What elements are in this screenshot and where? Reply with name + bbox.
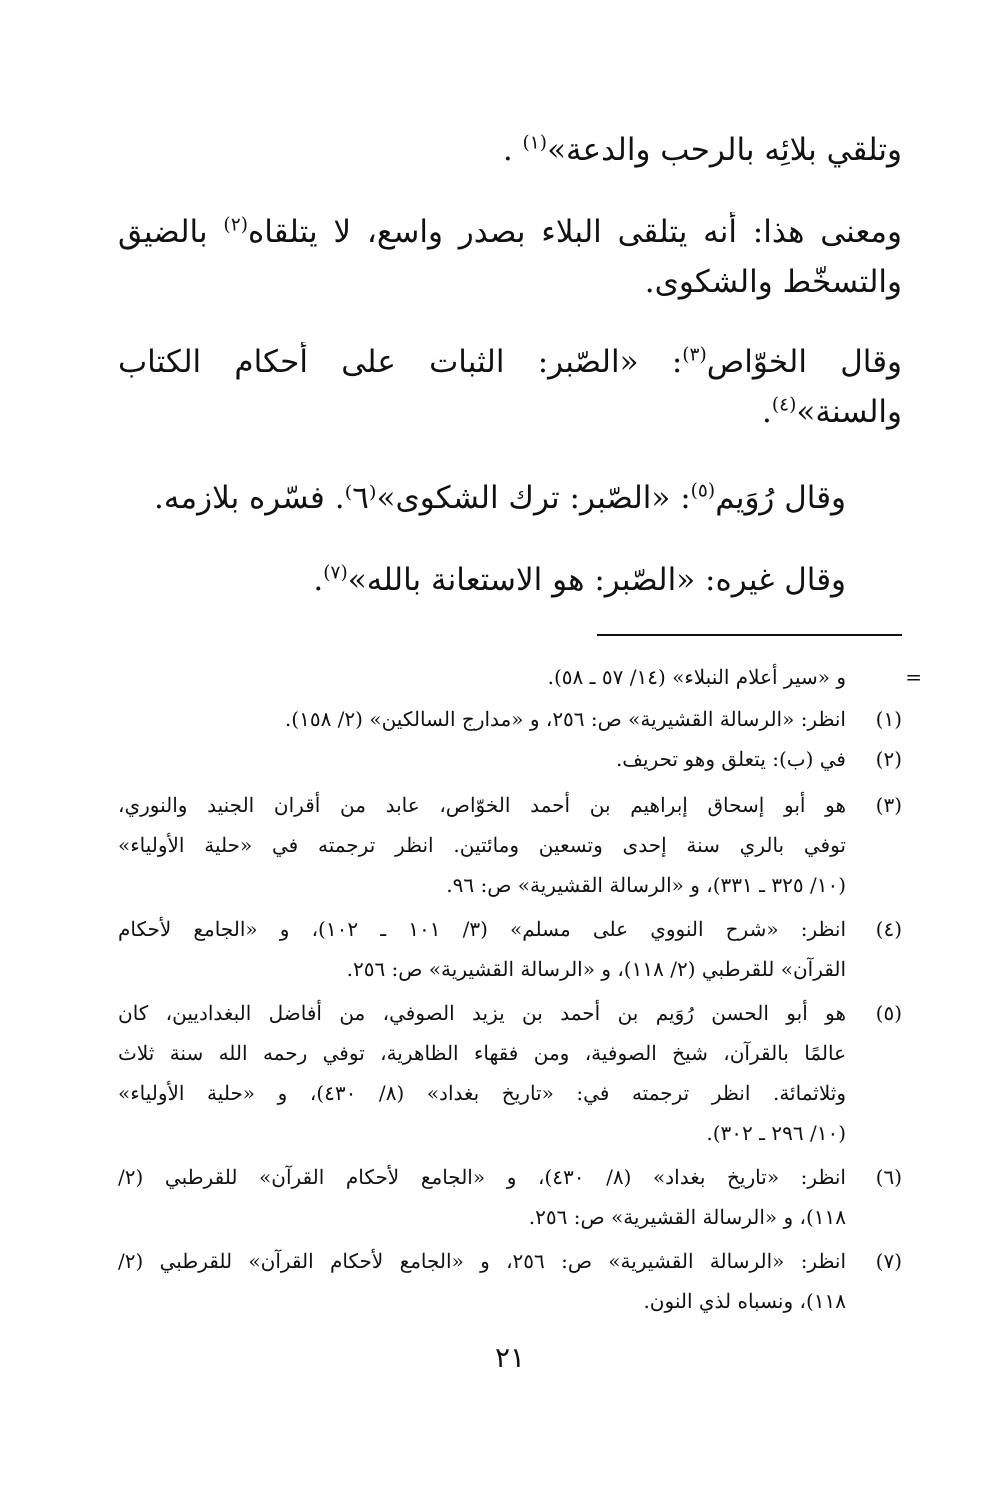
footnote-5-line-2: عالمًا بالقرآن، شيخ الصوفية، ومن فقهاء الظاهرية، توفي رحمه الله سنة ثلاث — [118, 1041, 846, 1065]
footnote-number-3: (٣) — [875, 793, 902, 817]
footnote-number-1: (١) — [875, 707, 902, 731]
footnote-7-line-2: ١١٨)، ونسباه لذي النون. — [643, 1289, 846, 1313]
body-line-2: ومعنى هذا: أنه يتلقى البلاء بصدر واسع، لا يتلقاه$^{(٢)}$ بالضيق — [118, 214, 902, 250]
body-line-6: وقال رُوَيم$^{(٥)}$: «الصّبر: ترك الشكوى»⁽٦⁾. فسّره بلازمه. — [154, 480, 846, 516]
footnote-ref-3: (٣) — [682, 344, 707, 366]
footnote-ref-5: (٥) — [690, 480, 716, 502]
body-line-4: وقال الخوّاص$^{(٣)}$: «الصّبر: الثبات على أحكام الكتاب — [118, 344, 902, 380]
footnote-number-6: (٦) — [875, 1165, 902, 1189]
footnote-1-line-1: انظر: «الرسالة القشيرية» ص: ٢٥٦، و «مدارج السالكين» (٢/ ١٥٨). — [284, 707, 846, 731]
footnote-7-line-1: انظر: «الرسالة القشيرية» ص: ٢٥٦، و «الجامع لأحكام القرآن» للقرطبي (٢/ — [118, 1249, 846, 1273]
footnote-6-line-1: انظر: «تاريخ بغداد» (٨/ ٤٣٠)، و «الجامع لأحكام القرآن» للقرطبي (٢/ — [118, 1165, 846, 1189]
footnote-3-line-1: هو أبو إسحاق إبراهيم بن أحمد الخوّاص، عابد من أقران الجنيد والنوري، — [118, 793, 846, 817]
book-page — [118, 0, 922, 1499]
body-line-1: وتلقي بلائِه بالرحب والدعة»$^{(١)}$ . — [502, 132, 902, 168]
footnote-ref-4: (٤) — [771, 394, 797, 416]
footnote-4-line-1: انظر: «شرح النووي على مسلم» (٣/ ١٠١ ـ ١٠٢)، و «الجامع لأحكام — [118, 917, 846, 941]
footnote-continuation: و «سير أعلام النبلاء» (١٤/ ٥٧ ـ ٥٨). — [547, 665, 846, 689]
page-number: ٢١ — [494, 1341, 526, 1374]
footnote-5-line-3: وثلاثمائة. انظر ترجمته في: «تاريخ بغداد» (٨/ ٤٣٠)، و «حلية الأولياء» — [118, 1081, 846, 1105]
footnote-number-7: (٧) — [875, 1249, 902, 1273]
footnote-ref-2: (٢) — [223, 214, 248, 236]
footnote-ref-1: (١) — [522, 132, 548, 154]
footnote-number-5: (٥) — [875, 1001, 902, 1025]
footnote-2-line-1: في (ب): يتعلق وهو تحريف. — [615, 747, 846, 771]
footnote-number-4: (٤) — [875, 917, 902, 941]
footnote-3-line-2: توفي بالري سنة إحدى وتسعين ومائتين. انظر ترجمته في «حلية الأولياء» — [118, 833, 846, 857]
footnote-number-2: (٢) — [875, 747, 902, 771]
footnote-6-line-2: ١١٨)، و «الرسالة القشيرية» ص: ٢٥٦. — [528, 1205, 846, 1229]
footnote-4-line-2: القرآن» للقرطبي (٢/ ١١٨)، و «الرسالة القشيرية» ص: ٢٥٦. — [346, 957, 846, 981]
footnote-5-line-1: هو أبو الحسن رُوَيم بن أحمد بن يزيد الصوفي، من أفاضل البغداديين، كان — [118, 1001, 846, 1025]
footnote-separator — [597, 634, 902, 636]
footnote-3-line-3: (١٠/ ٣٢٥ ـ ٣٣١)، و «الرسالة القشيرية» ص: ٩٦. — [446, 873, 846, 897]
continuation-mark: = — [905, 665, 922, 689]
body-line-3: والتسخّط والشكوى. — [644, 264, 902, 300]
footnote-ref-7: (٧) — [323, 562, 348, 584]
body-line-7: وقال غيره: «الصّبر: هو الاستعانة بالله»$^{(٧)}$. — [313, 562, 846, 598]
footnote-5-line-4: (١٠/ ٢٩٦ ـ ٣٠٢). — [706, 1121, 846, 1145]
body-line-5: والسنة»$^{(٤)}$. — [761, 394, 902, 430]
